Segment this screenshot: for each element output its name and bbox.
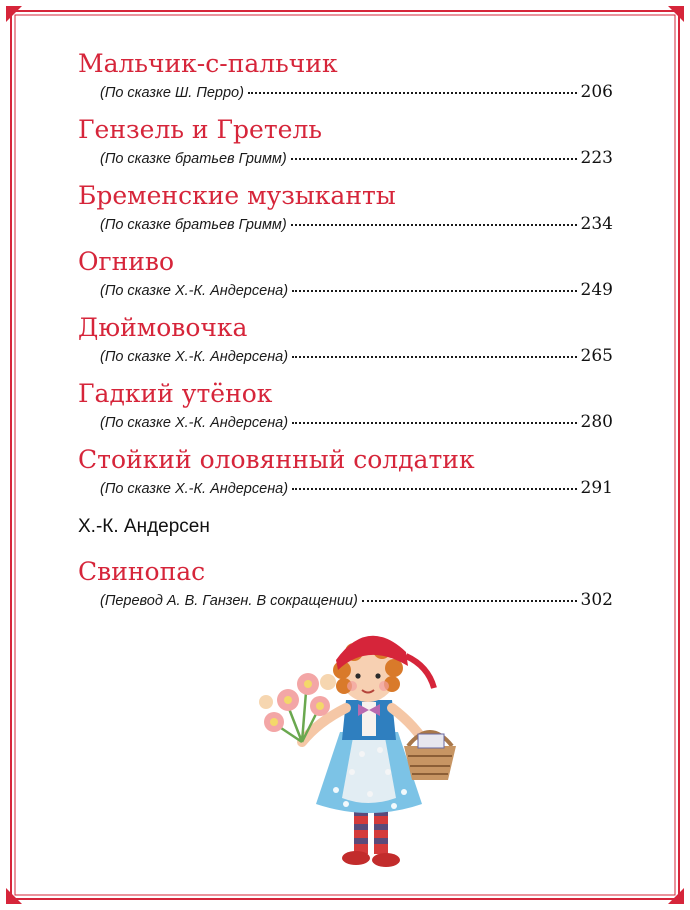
entry-source: (По сказке Х.-К. Андерсена): [100, 415, 289, 431]
entry-page-number: 265: [580, 346, 613, 366]
entry-title: Бременские музыканты: [78, 181, 396, 210]
entry-page-number: 206: [580, 82, 613, 102]
dot-leader: [292, 487, 576, 490]
toc-entry[interactable]: [78, 312, 613, 378]
entry-subline: [100, 412, 613, 433]
entry-subline: [100, 346, 613, 367]
entry-source: (По сказке Х.-К. Андерсена): [100, 283, 289, 299]
entry-title: Мальчик-с-пальчик: [78, 49, 338, 78]
entry-source: (Перевод А. В. Ганзен. В сокращении): [100, 593, 358, 609]
entry-subline: [100, 478, 613, 499]
dot-leader: [362, 599, 577, 602]
entry-title: Стойкий оловянный солдатик: [78, 445, 475, 474]
dot-leader: [248, 91, 577, 94]
entry-page-number: 280: [580, 412, 613, 432]
dot-leader: [292, 421, 576, 424]
entry-subline: [100, 590, 613, 611]
toc-entry[interactable]: [78, 114, 613, 180]
entry-subline: [100, 214, 613, 235]
toc-entry[interactable]: [78, 48, 613, 114]
entry-title: Гадкий утёнок: [78, 379, 273, 408]
toc-entry[interactable]: [78, 444, 613, 510]
entry-source: (По сказке Ш. Перро): [100, 85, 244, 101]
table-of-contents: [78, 48, 613, 622]
flowers: [259, 673, 336, 742]
entry-page-number: 223: [580, 148, 613, 168]
toc-entry[interactable]: [78, 180, 613, 246]
toc-entry[interactable]: [78, 378, 613, 444]
entry-subline: [100, 280, 613, 301]
entry-title: Гензель и Гретель: [78, 115, 322, 144]
entry-page-number: 302: [580, 590, 613, 610]
girl-with-flowers-illustration: [258, 622, 470, 884]
entry-source: (По сказке Х.-К. Андерсена): [100, 481, 289, 497]
entry-source: (По сказке Х.-К. Андерсена): [100, 349, 289, 365]
entry-source: (По сказке братьев Гримм): [100, 151, 287, 167]
entry-title: Огниво: [78, 247, 175, 276]
entry-source: (По сказке братьев Гримм): [100, 217, 287, 233]
toc-entry[interactable]: [78, 246, 613, 312]
basket: [404, 732, 456, 780]
entry-page-number: 249: [580, 280, 613, 300]
dot-leader: [291, 223, 577, 226]
entry-subline: [100, 148, 613, 169]
entry-page-number: 291: [580, 478, 613, 498]
dot-leader: [291, 157, 577, 160]
toc-entry[interactable]: [78, 556, 613, 622]
dot-leader: [292, 289, 576, 292]
entry-page-number: 234: [580, 214, 613, 234]
entry-title: Свинопас: [78, 557, 206, 586]
dot-leader: [292, 355, 576, 358]
entry-subline: [100, 82, 613, 103]
entry-title: Дюймовочка: [78, 313, 248, 342]
author-heading: Х.-К. Андерсен: [78, 516, 210, 537]
